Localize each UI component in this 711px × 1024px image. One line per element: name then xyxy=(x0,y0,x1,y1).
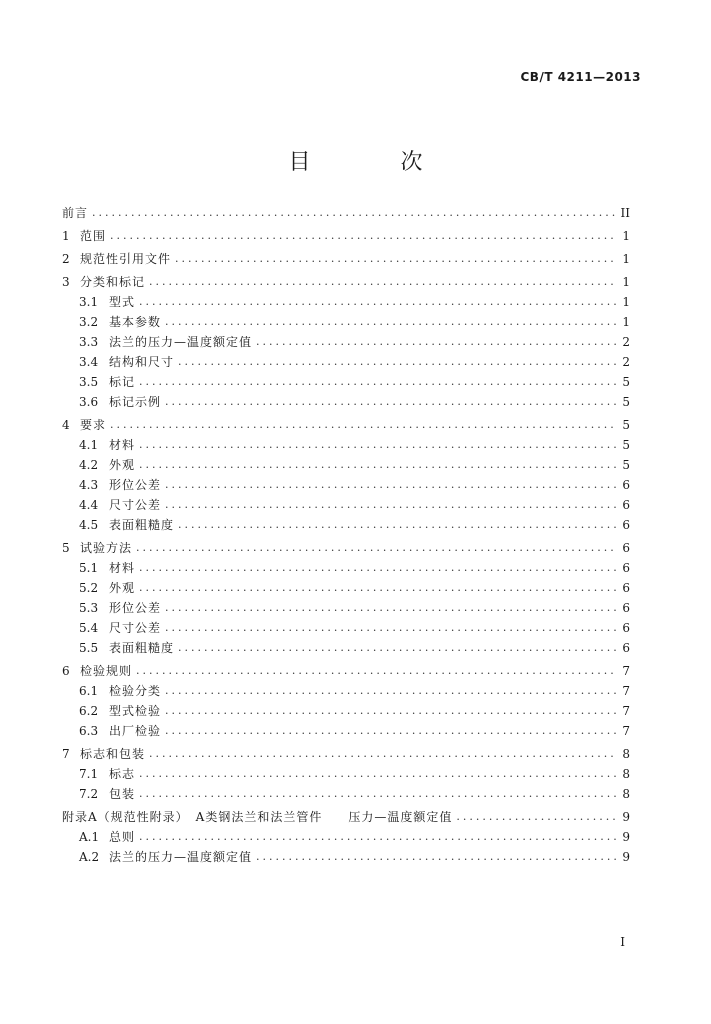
toc-entry-label: 标志 xyxy=(109,767,136,781)
toc-entry-label: 包装 xyxy=(109,787,136,801)
toc-entry-label: 基本参数 xyxy=(109,315,162,329)
toc-entry[interactable] xyxy=(62,618,630,638)
dot-leader xyxy=(139,784,616,804)
toc-entry-number: 6.3 xyxy=(79,724,99,738)
toc-entry-page: 1 xyxy=(622,229,630,243)
standard-code: CB/T 4211—2013 xyxy=(520,70,641,84)
toc-entry-page: 6 xyxy=(622,541,630,555)
toc-entry-page: 5 xyxy=(622,438,630,452)
toc-entry-number: 3 xyxy=(62,275,70,289)
toc-entry-page: 6 xyxy=(622,561,630,575)
toc-entry-page: 1 xyxy=(622,315,630,329)
dot-leader xyxy=(165,721,616,741)
toc-entry[interactable] xyxy=(62,495,630,515)
toc-entry-label: 检验规则 xyxy=(80,664,133,678)
toc-entry[interactable] xyxy=(62,661,630,681)
toc-entry[interactable] xyxy=(62,847,630,867)
dot-leader xyxy=(165,598,616,618)
toc-entry[interactable] xyxy=(62,392,630,412)
toc-entry-page: 7 xyxy=(622,724,630,738)
toc-entry[interactable] xyxy=(62,638,630,658)
toc-entry-number: 4.1 xyxy=(79,438,99,452)
toc-entry[interactable] xyxy=(62,415,630,435)
toc-entry-number: 4.5 xyxy=(79,518,99,532)
toc-entry-label: 总则 xyxy=(109,830,136,844)
toc-entry-label: 形位公差 xyxy=(109,601,162,615)
toc-entry-label: 材料 xyxy=(109,438,136,452)
toc-entry[interactable] xyxy=(62,475,630,495)
dot-leader xyxy=(165,392,616,412)
toc-entry[interactable] xyxy=(62,203,630,223)
dot-leader xyxy=(165,618,616,638)
toc-entry-label: 出厂检验 xyxy=(109,724,162,738)
toc-entry-label: 要求 xyxy=(80,418,107,432)
toc-entry-label: 范围 xyxy=(80,229,107,243)
dot-leader xyxy=(110,415,616,435)
toc-entry-label: 法兰的压力—温度额定值 xyxy=(109,335,253,349)
toc-entry-label: 检验分类 xyxy=(109,684,162,698)
toc-entry[interactable] xyxy=(62,721,630,741)
dot-leader xyxy=(136,538,616,558)
toc-entry-page: 1 xyxy=(622,252,630,266)
toc-entry-label: 表面粗糙度 xyxy=(109,518,175,532)
toc-entry-page: 2 xyxy=(622,335,630,349)
toc-entry-page: 6 xyxy=(622,621,630,635)
dot-leader xyxy=(149,272,616,292)
dot-leader xyxy=(139,764,616,784)
toc-entry-page: 8 xyxy=(622,787,630,801)
toc-entry-page: 9 xyxy=(622,850,630,864)
toc-entry-label: 尺寸公差 xyxy=(109,621,162,635)
dot-leader xyxy=(178,515,616,535)
toc-entry-number: 6.1 xyxy=(79,684,99,698)
dot-leader xyxy=(139,372,616,392)
toc-entry-label: 型式 xyxy=(109,295,136,309)
toc-entry-label: 结构和尺寸 xyxy=(109,355,175,369)
dot-leader xyxy=(110,226,616,246)
toc-entry[interactable] xyxy=(62,312,630,332)
dot-leader xyxy=(256,847,616,867)
toc-entry-number: 6.2 xyxy=(79,704,99,718)
toc-entry-page: 9 xyxy=(622,830,630,844)
toc-entry-number: 3.4 xyxy=(79,355,99,369)
toc-entry-number: 4.2 xyxy=(79,458,99,472)
toc-entry-label: 标志和包装 xyxy=(80,747,146,761)
toc-entry[interactable] xyxy=(62,249,630,269)
toc-entry-number: 2 xyxy=(62,252,70,266)
toc-entry[interactable] xyxy=(62,764,630,784)
dot-leader xyxy=(139,292,616,312)
toc-entry[interactable] xyxy=(62,744,630,764)
toc-entry-page: 6 xyxy=(622,518,630,532)
dot-leader xyxy=(178,638,616,658)
toc-entry-page: 1 xyxy=(622,275,630,289)
toc-entry[interactable] xyxy=(62,352,630,372)
dot-leader xyxy=(165,701,616,721)
page-number: I xyxy=(620,935,625,949)
toc-entry[interactable] xyxy=(62,598,630,618)
toc-entry[interactable] xyxy=(62,515,630,535)
toc-entry-number: 4.3 xyxy=(79,478,99,492)
toc-entry-label: 外观 xyxy=(109,581,136,595)
toc-entry-number: 3.1 xyxy=(79,295,99,309)
dot-leader xyxy=(92,203,616,223)
toc-entry-number: 4 xyxy=(62,418,70,432)
dot-leader xyxy=(165,681,616,701)
toc-entry[interactable] xyxy=(62,332,630,352)
dot-leader xyxy=(165,495,616,515)
toc-entry-label: 表面粗糙度 xyxy=(109,641,175,655)
dot-leader xyxy=(139,578,616,598)
toc-entry-page: 1 xyxy=(622,295,630,309)
toc-entry-page: 8 xyxy=(622,747,630,761)
toc-entry-page: 7 xyxy=(622,664,630,678)
toc-entry[interactable] xyxy=(62,578,630,598)
toc-entry-page: 7 xyxy=(622,704,630,718)
toc-entry-label: 法兰的压力—温度额定值 xyxy=(109,850,253,864)
toc-entry-number: 5.1 xyxy=(79,561,99,575)
toc-entry-number: 3.6 xyxy=(79,395,99,409)
toc-entry[interactable] xyxy=(62,681,630,701)
toc-entry-page: 8 xyxy=(622,767,630,781)
toc-entry-page: 5 xyxy=(622,458,630,472)
toc-entry[interactable] xyxy=(62,372,630,392)
dot-leader xyxy=(139,435,616,455)
toc-entry-page: II xyxy=(620,206,630,220)
dot-leader xyxy=(456,807,616,827)
dot-leader xyxy=(165,475,616,495)
toc-entry-number: A.1 xyxy=(79,830,100,844)
dot-leader xyxy=(139,558,616,578)
toc-entry-label: 标记 xyxy=(109,375,136,389)
dot-leader xyxy=(178,352,616,372)
toc-entry-page: 6 xyxy=(622,498,630,512)
toc-entry-label: 形位公差 xyxy=(109,478,162,492)
toc-entry[interactable] xyxy=(62,701,630,721)
toc-entry-number: 5.4 xyxy=(79,621,99,635)
toc-entry-label: 尺寸公差 xyxy=(109,498,162,512)
table-of-contents xyxy=(62,203,630,867)
toc-entry-page: 2 xyxy=(622,355,630,369)
dot-leader xyxy=(139,827,616,847)
toc-entry-page: 6 xyxy=(622,601,630,615)
toc-entry[interactable] xyxy=(62,558,630,578)
toc-entry-number: 3.2 xyxy=(79,315,99,329)
toc-entry[interactable] xyxy=(62,455,630,475)
toc-entry-label: 分类和标记 xyxy=(80,275,146,289)
toc-entry[interactable] xyxy=(62,784,630,804)
toc-entry[interactable] xyxy=(62,827,630,847)
toc-entry-label: 型式检验 xyxy=(109,704,162,718)
toc-entry-label: 附录A（规范性附录） A类钢法兰和法兰管件 压力—温度额定值 xyxy=(62,810,453,824)
toc-entry-label: 标记示例 xyxy=(109,395,162,409)
toc-entry[interactable] xyxy=(62,435,630,455)
toc-entry-page: 6 xyxy=(622,478,630,492)
toc-entry-page: 9 xyxy=(622,810,630,824)
toc-entry-number: 3.5 xyxy=(79,375,99,389)
toc-entry-number: 7 xyxy=(62,747,70,761)
page-title: 目 次 xyxy=(288,150,457,175)
toc-entry[interactable] xyxy=(62,807,630,827)
dot-leader xyxy=(139,455,616,475)
toc-entry-page: 5 xyxy=(622,375,630,389)
dot-leader xyxy=(136,661,616,681)
toc-entry-page: 6 xyxy=(622,581,630,595)
toc-entry-number: 3.3 xyxy=(79,335,99,349)
toc-entry-page: 5 xyxy=(622,395,630,409)
toc-entry-label: 试验方法 xyxy=(80,541,133,555)
toc-entry-number: 5 xyxy=(62,541,70,555)
toc-entry-number: 6 xyxy=(62,664,70,678)
toc-entry-label: 规范性引用文件 xyxy=(80,252,172,266)
toc-entry[interactable] xyxy=(62,292,630,312)
toc-entry-number: 4.4 xyxy=(79,498,99,512)
toc-entry-number: 5.2 xyxy=(79,581,99,595)
toc-entry-label: 外观 xyxy=(109,458,136,472)
dot-leader xyxy=(256,332,616,352)
toc-entry-number: 7.2 xyxy=(79,787,99,801)
toc-entry-page: 6 xyxy=(622,641,630,655)
toc-entry[interactable] xyxy=(62,226,630,246)
toc-entry-label: 材料 xyxy=(109,561,136,575)
toc-entry-number: 1 xyxy=(62,229,70,243)
toc-entry-page: 7 xyxy=(622,684,630,698)
toc-entry-label: 前言 xyxy=(62,206,89,220)
dot-leader xyxy=(165,312,616,332)
toc-entry[interactable] xyxy=(62,538,630,558)
toc-entry-number: 7.1 xyxy=(79,767,99,781)
dot-leader xyxy=(175,249,616,269)
dot-leader xyxy=(149,744,616,764)
toc-entry-number: 5.3 xyxy=(79,601,99,615)
toc-entry-number: A.2 xyxy=(79,850,100,864)
toc-entry[interactable] xyxy=(62,272,630,292)
toc-entry-page: 5 xyxy=(622,418,630,432)
toc-entry-number: 5.5 xyxy=(79,641,99,655)
